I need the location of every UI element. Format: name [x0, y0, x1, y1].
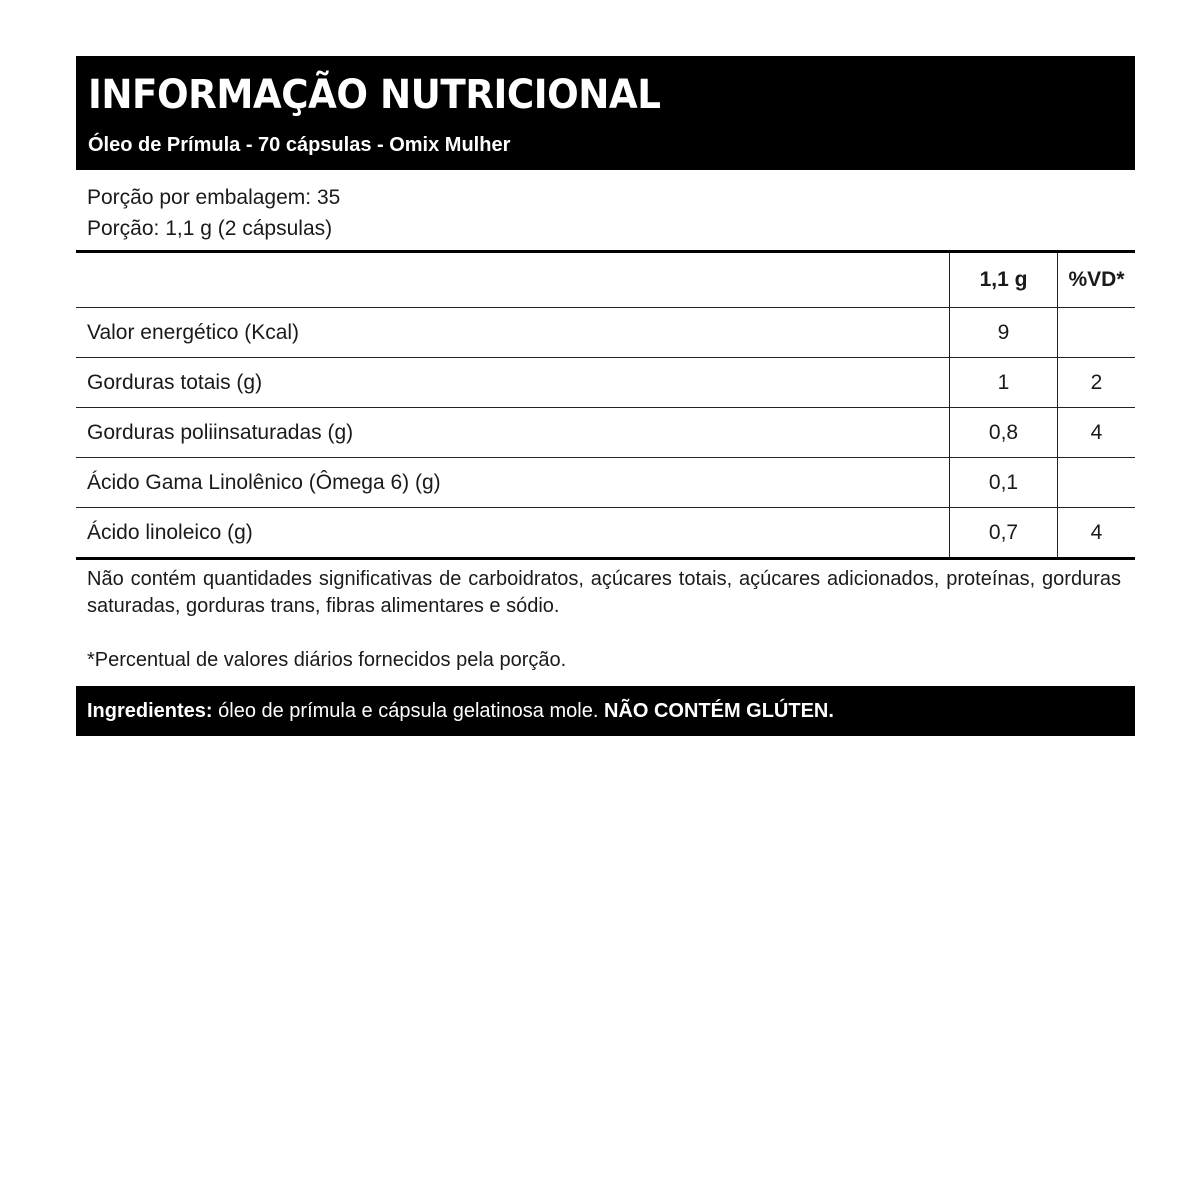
table-row	[76, 358, 1135, 408]
nutrient-amount: 0,1	[950, 458, 1058, 508]
table-row	[76, 508, 1135, 559]
nutrient-name: Ácido Gama Linolênico (Ômega 6) (g)	[76, 458, 950, 508]
table-row	[76, 458, 1135, 508]
nutrition-label	[76, 56, 1135, 722]
not-significant-note: Não contém quantidades significativas de carboidratos, açúcares totais, açúcares adicionados, proteínas, gorduras saturadas, gorduras trans, fibras alimentares e sódio.	[87, 568, 1121, 617]
column-header-nutrient	[76, 252, 950, 308]
column-header-daily-value: %VD*	[1058, 252, 1136, 308]
nutrient-amount: 0,8	[950, 408, 1058, 458]
ingredients-text: óleo de prímula e cápsula gelatinosa mole.	[212, 700, 604, 722]
ingredients-label: Ingredientes:	[87, 700, 213, 722]
daily-value-footnote: *Percentual de valores diários fornecidos pela porção.	[87, 649, 567, 671]
nutrient-daily-value: 4	[1058, 508, 1136, 559]
gluten-warning: NÃO CONTÉM GLÚTEN.	[603, 700, 834, 722]
nutrient-amount: 9	[950, 308, 1058, 358]
table-row	[76, 308, 1135, 358]
nutrient-daily-value: 4	[1058, 408, 1136, 458]
ingredients-bar	[76, 686, 1135, 736]
nutrient-daily-value	[1058, 458, 1136, 508]
nutrient-name: Gorduras totais (g)	[76, 358, 950, 408]
serving-info	[76, 170, 1135, 238]
nutrient-name: Valor energético (Kcal)	[76, 308, 950, 358]
nutrient-amount: 0,7	[950, 508, 1058, 559]
column-header-amount: 1,1 g	[950, 252, 1058, 308]
servings-per-package: Porção por embalagem: 35	[87, 186, 341, 209]
table-row	[76, 408, 1135, 458]
table-header-row	[76, 252, 1135, 308]
nutrient-daily-value: 2	[1058, 358, 1136, 408]
label-header	[76, 56, 1135, 170]
label-title: INFORMAÇÃO NUTRICIONAL	[88, 72, 661, 118]
portion-size: Porção: 1,1 g (2 cápsulas)	[87, 217, 333, 240]
nutrient-daily-value	[1058, 308, 1136, 358]
nutrition-table	[76, 250, 1135, 560]
nutrient-name: Ácido linoleico (g)	[76, 508, 950, 559]
nutrient-name: Gorduras poliinsaturadas (g)	[76, 408, 950, 458]
product-subtitle: Óleo de Prímula - 70 cápsulas - Omix Mulher	[88, 134, 511, 156]
nutrient-amount: 1	[950, 358, 1058, 408]
